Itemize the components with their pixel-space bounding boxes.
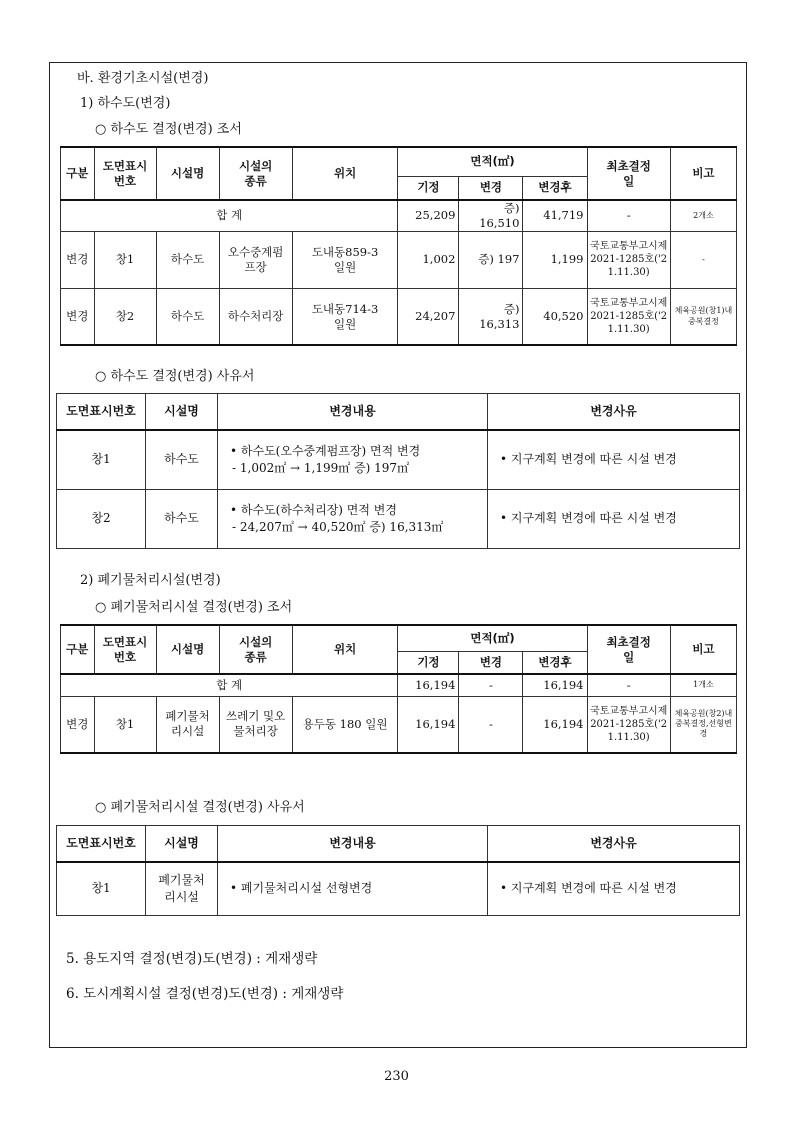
col-after: 변경후 bbox=[523, 651, 587, 674]
sewer-decision-table bbox=[60, 146, 737, 346]
table-row: 변경 창1 폐기물처리시설 쓰레기 및오물처리장 용두동 180 일원 16,194 - 16,194 국토교통부고시제2021-1285호('21.11.30) 체육공원(창2)내 중복결정,선형변경 bbox=[61, 696, 737, 753]
col-remarks: 비고 bbox=[670, 625, 736, 674]
col-reason: 변경사유 bbox=[488, 394, 740, 431]
waste-decision-table bbox=[60, 624, 737, 754]
col-domyeon: 도면표시번호 bbox=[57, 394, 146, 431]
col-area: 면적(㎡) bbox=[398, 147, 587, 176]
col-domyeon: 도면표시번호 bbox=[57, 826, 146, 863]
col-location: 위치 bbox=[292, 625, 398, 674]
table-row: 변경 창1 하수도 오수중계펌프장 도내동859-3 일원 1,002 증) 197 1,199 국토교통부고시제2021-1285호('21.11.30) - bbox=[61, 231, 737, 288]
section-heading: 바. 환경기초시설(변경) bbox=[77, 71, 209, 86]
total-row: 합 계 25,209 증) 16,510 41,719 - 2개소 bbox=[61, 200, 737, 231]
table-row: 창1 폐기물처리시설 • 폐기물처리시설 선형변경 • 지구계획 변경에 따른 시설 변경 bbox=[57, 862, 740, 915]
waste-reason-table bbox=[56, 825, 740, 916]
table-row: 창1 하수도 • 하수도(오수중계펌프장) 면적 변경 - 1,002㎡ → 1,199㎡ 증) 197㎡ • 지구계획 변경에 따른 시설 변경 bbox=[57, 430, 740, 489]
col-first-decision: 최초결정일 bbox=[587, 147, 670, 200]
item-6-omitted: 6. 도시계획시설 결정(변경)도(변경) : 게재생략 bbox=[66, 986, 344, 1002]
table-row: 변경 창2 하수도 하수처리장 도내동714-3 일원 24,207 증) 16,313 40,520 국토교통부고시제2021-1285호('21.11.30) 체육공원(창1)내 중복결정 bbox=[61, 288, 737, 345]
col-content: 변경내용 bbox=[218, 826, 488, 863]
sewer-reason-title: ○ 하수도 결정(변경) 사유서 bbox=[95, 369, 255, 384]
col-existing: 기정 bbox=[398, 651, 459, 674]
col-area: 면적(㎡) bbox=[398, 625, 587, 651]
col-location: 위치 bbox=[292, 147, 398, 200]
col-content: 변경내용 bbox=[218, 394, 488, 431]
col-after: 변경후 bbox=[523, 176, 587, 200]
col-change: 변경 bbox=[459, 176, 523, 200]
col-gubun: 구분 bbox=[61, 147, 95, 200]
col-domyeon: 도면표시번호 bbox=[94, 147, 156, 200]
col-type: 시설의종류 bbox=[219, 625, 292, 674]
col-remarks: 비고 bbox=[670, 147, 736, 200]
col-type: 시설의종류 bbox=[219, 147, 292, 200]
col-name: 시설명 bbox=[156, 147, 219, 200]
col-first-decision: 최초결정일 bbox=[587, 625, 670, 674]
col-name: 시설명 bbox=[146, 394, 218, 431]
sewer-decision-title: ○ 하수도 결정(변경) 조서 bbox=[95, 122, 242, 137]
waste-decision-title: ○ 폐기물처리시설 결정(변경) 조서 bbox=[95, 600, 293, 615]
col-change: 변경 bbox=[459, 651, 523, 674]
col-domyeon: 도면표시번호 bbox=[94, 625, 156, 674]
page-number: 230 bbox=[384, 1069, 409, 1084]
col-reason: 변경사유 bbox=[488, 826, 740, 863]
waste-reason-title: ○ 폐기물처리시설 결정(변경) 사유서 bbox=[95, 800, 305, 815]
col-name: 시설명 bbox=[156, 625, 219, 674]
subsection-heading-sewer: 1) 하수도(변경) bbox=[80, 96, 171, 111]
col-name: 시설명 bbox=[146, 826, 218, 863]
col-gubun: 구분 bbox=[61, 625, 95, 674]
subsection-heading-waste: 2) 폐기물처리시설(변경) bbox=[80, 573, 221, 588]
item-5-omitted: 5. 용도지역 결정(변경)도(변경) : 게재생략 bbox=[66, 951, 318, 967]
sewer-reason-table bbox=[56, 393, 740, 549]
total-row: 합 계 16,194 - 16,194 - 1개소 bbox=[61, 674, 737, 696]
table-row: 창2 하수도 • 하수도(하수처리장) 면적 변경 - 24,207㎡ → 40,520㎡ 증) 16,313㎡ • 지구계획 변경에 따른 시설 변경 bbox=[57, 489, 740, 548]
col-existing: 기정 bbox=[398, 176, 459, 200]
